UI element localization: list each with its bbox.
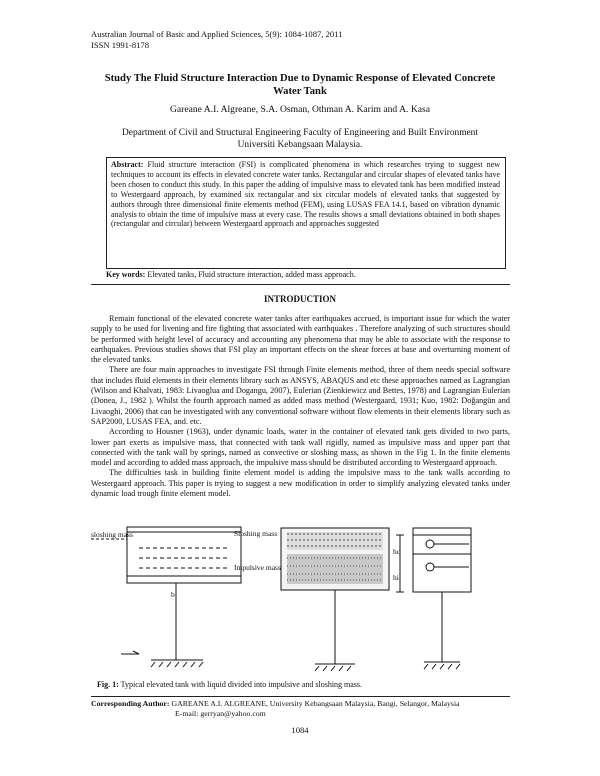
title-line-2: Water Tank bbox=[273, 86, 327, 97]
sloshing-mass-label: sloshing mass bbox=[91, 530, 133, 539]
figure-caption bbox=[97, 680, 362, 689]
footer-text: GAREANE A.I. ALGREANE, University Kebangsaan Malaysia, Bangi, Selangor, Malaysia bbox=[171, 699, 460, 708]
paragraph: According to Housner (1963), under dynamic loads, water in the container of elevated tank gets divided to two parts, lower part exerts as impulsive mass, that connected with tank wall rigidly, named as impulsive mass and upper part that connected with the tank wall by springs, named as convective or sloshing mass, as shown in the Fig 1. In the finite elements model and according to added mass approach, the impulsive mass should be distributed according to Westergaard approach. bbox=[91, 427, 510, 468]
impulsive-mass-label: Impulsive mass bbox=[234, 563, 281, 572]
keywords bbox=[106, 270, 506, 280]
footer bbox=[91, 699, 510, 718]
left-tank-diagram bbox=[91, 527, 241, 667]
title-line-1: Study The Fluid Structure Interaction Due to Dynamic Response of Elevated Concrete bbox=[104, 73, 496, 84]
right-tank-diagram bbox=[396, 528, 471, 669]
middle-tank-diagram bbox=[281, 528, 389, 671]
paragraph: There are four main approaches to investigate FSI through Finite elements method, three of them needs special software that includes fluid elements in their elements library such as ANSYS, ABAQUS and etc these approaches named as Lagrangian (Wilson and Khalvati, 1983: Livaoglua and Dogangu, 2007), Eulerian (Zienkiewicz and Bettes, 1978) and Lagrangian Eulerian (Donea, J., 1982 ). Whilst the fourth approach named as added mass method (Westergaard, 1931; Kuo, 1982: Doğangün and Livaoghi, 2006) that can be investigated with any conventional software without flow elements in their elements library such as SAP2000, LUSAS FEA, and. etc. bbox=[91, 365, 510, 426]
journal-header bbox=[91, 29, 342, 51]
page-number: 1084 bbox=[291, 725, 309, 735]
tank-diagram bbox=[91, 522, 510, 678]
middle-sloshing-label: Sloshing mass bbox=[234, 529, 278, 538]
figure-1 bbox=[91, 522, 510, 678]
dimension-b-label: b bbox=[171, 590, 175, 599]
abstract-text: Fluid structure interaction (FSI) is complicated phenomena in which researches trying to suggest new techniques to account its effects in elevated concrete water tanks. Rectangular and circular shapes of elevated tanks have been chosen to conduct this study. In this paper the adding of impulsive mass to elevated tank has been modified instead to Westergaard approach, by examined six rectangular and six circular models of elevated tanks that suggested by authors through three dimensional finite elements method (FEM), using LUSAS FEA 14.1, based on vibration dynamic analysis to obtain the time of impulsive mass at every case. The results shows a small deviations obtained in both shapes (rectangular and circular) between Westergaard approach and approaches suggested bbox=[111, 160, 500, 229]
paragraph: Remain functional of the elevated concrete water tanks after earthquakes accrued, is important issue for which the water supply to be used for livening and fire fighting that associated with earthquakes . Therefore analyzing of such structures should be performed with height level of accuracy and accounting any phenomena that may be able to associate with the response to earthquakes. Previous studies shows that FSI play an important effects on the shear forces at base and overturning moment of the elevated tanks. bbox=[91, 314, 510, 365]
corresponding-author bbox=[91, 699, 510, 709]
journal-citation: Australian Journal of Basic and Applied Sciences, 5(9): 1084-1087, 2011 bbox=[91, 29, 343, 39]
footer-label: Corresponding Author: bbox=[91, 699, 170, 708]
dimension-hi-label: hi bbox=[393, 573, 399, 582]
dimension-hc-label: hc bbox=[393, 547, 401, 556]
footer-divider bbox=[91, 696, 510, 697]
paper-title bbox=[80, 72, 520, 98]
journal-issn: ISSN 1991-8178 bbox=[91, 40, 150, 50]
introduction-body bbox=[91, 314, 510, 499]
keywords-text: Elevated tanks, Fluid structure interaction, added mass approach. bbox=[147, 270, 356, 279]
section-divider bbox=[91, 284, 510, 285]
section-heading: INTRODUCTION bbox=[263, 294, 336, 304]
author-email: E-mail: gerryan@yahoo.com bbox=[175, 708, 266, 718]
abstract-box bbox=[106, 157, 506, 269]
affiliation-line-1: Department of Civil and Structural Engineering Faculty of Engineering and Built Environment bbox=[122, 128, 478, 138]
abstract-label: Abstract: bbox=[111, 160, 144, 169]
affiliation-line-2: Universiti Kebangsaan Malaysia. bbox=[237, 140, 363, 150]
keywords-label: Key words: bbox=[106, 270, 146, 279]
affiliation bbox=[90, 127, 510, 151]
paragraph: The difficulties task in building finite element model is adding the impulsive mass to the tank walls according to Westergaard approach. This paper is trying to suggest a new modification in order to simplify analyzing elevated tanks under dynamic load trough finite element model. bbox=[91, 468, 510, 499]
caption-label: Fig. 1: bbox=[97, 680, 119, 689]
caption-text: Typical elevated tank with liquid divided into impulsive and sloshing mass. bbox=[120, 680, 363, 689]
author-list: Gareane A.I. Algreane, S.A. Osman, Othman A. Karim and A. Kasa bbox=[169, 104, 431, 115]
abstract bbox=[111, 160, 500, 229]
